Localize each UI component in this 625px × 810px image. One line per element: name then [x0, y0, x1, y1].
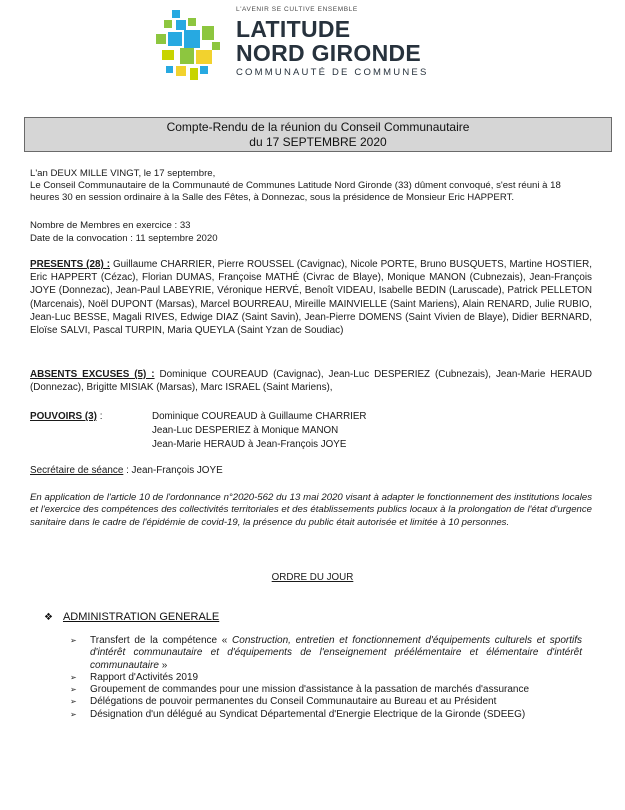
pouvoirs-label: POUVOIRS (3)	[30, 411, 97, 422]
arrow-bullet-icon: ➢	[70, 685, 77, 695]
logo-subtitle: COMMUNAUTÉ DE COMMUNES	[236, 67, 429, 78]
document-title-box	[24, 117, 612, 152]
pouvoir-line-1: Dominique COUREAUD à Guillaume CHARRIER	[152, 411, 367, 422]
secretaire-line	[30, 465, 592, 477]
convocation-date: Date de la convocation : 11 septembre 2020	[30, 233, 218, 244]
agenda-item: ➢ Désignation d'un délégué au Syndicat Départemental d'Energie Electrique de la Gironde (SDEEG)	[70, 708, 526, 720]
agenda-item: ➢ Rapport d'Activités 2019	[70, 671, 199, 683]
presents-paragraph	[30, 258, 592, 337]
intro-text: Le Conseil Communautaire de la Communauté de Communes Latitude Nord Gironde (33) dûment convoqué, s'est réuni à 18 heures 30 en session ordinaire à la Salle des Fêtes, à Donnezac, sous la présidence de Monsieur Eric HAPPERT.	[30, 180, 561, 204]
logo	[152, 6, 462, 98]
pouvoir-line-3: Jean-Marie HERAUD à Jean-François JOYE	[152, 439, 347, 450]
presents-label: PRESENTS (28) :	[30, 259, 110, 270]
intro-date: L'an DEUX MILLE VINGT, le 17 septembre,	[30, 168, 216, 179]
agenda-item: ➢ Transfert de la compétence « Construction, entretien et fonctionnement d'équipements culturels et sportifs d'intérêt communautaire et d'équipements de l'enseignement préélémentaire et élémentaire d'intérêt communautaire »	[70, 635, 582, 671]
document-title-line1: Compte-Rendu de la réunion du Conseil Communautaire	[166, 120, 470, 134]
diamond-bullet-icon: ❖	[44, 612, 53, 623]
arrow-bullet-icon: ➢	[70, 672, 77, 682]
secretaire-value: : Jean-François JOYE	[123, 465, 223, 476]
pouvoirs-colon: :	[96, 411, 103, 422]
presents-list: Guillaume CHARRIER, Pierre ROUSSEL (Cavignac), Nicole PORTE, Bruno BUSQUETS, Martine HOSTIER, Eric HAPPERT (Cézac), Florian DUMAS, Françoise MATHÉ (Civrac de Blaye), Monique MANON (Cubnezais), Jean-François JOYE (Donnezac), Jean-Paul LABEYRIE, Véronique HERVÉ, Benoît VIDEAU, Isabelle BEDIN (Laruscade), Patrick PELLETON (Marcenais), Noël DUPONT (Marsas), Marcel BOURREAU, Mireille MAINVIELLE (Saint Mariens), Alain RENARD, Julie RUBIO, Jean-Luc BESSE, Magali RIVES, Edwige DIAZ (Saint Savin), Jean-Pierre DOMENS (Saint Vivien de Blaye), Didier BERNARD, Eloïse SALVI, Pascal TURPIN, Maria QUEYLA (Saint Yzan de Soudiac)	[30, 259, 592, 337]
ordre-du-jour-heading: ORDRE DU JOUR	[271, 572, 354, 583]
secretaire-label: Secrétaire de séance	[30, 465, 124, 476]
members-count: Nombre de Membres en exercice : 33	[30, 220, 191, 231]
logo-name-line1: LATITUDE	[236, 16, 351, 42]
arrow-bullet-icon: ➢	[70, 636, 77, 645]
agenda-list	[70, 635, 582, 721]
ordonnance-paragraph: En application de l'article 10 de l'ordonnance n°2020-562 du 13 mai 2020 visant à adapter le fonctionnement des institutions locales et l'exercice des compétences des collectivités territoriales et des établissements publics locaux à la prolongation de l'état d'urgence sanitaire dans le cadre de l'épidémie de covid-19, la présence du public était autorisée et limitée à 10 personnes.	[30, 492, 592, 528]
logo-mark-icon	[152, 8, 232, 88]
section-administration-generale	[44, 611, 219, 623]
absents-paragraph	[30, 368, 592, 394]
section-title: ADMINISTRATION GENERALE	[62, 611, 220, 623]
arrow-bullet-icon: ➢	[70, 709, 77, 719]
arrow-bullet-icon: ➢	[70, 697, 77, 707]
absents-list: Dominique COUREAUD (Cavignac), Jean-Luc DESPERIEZ (Cubnezais), Jean-Marie HERAUD (Donnezac), Brigitte MISIAK (Marsas), Marc ISRAEL (Saint Mariens),	[30, 369, 592, 394]
agenda-item: ➢ Délégations de pouvoir permanentes du Conseil Communautaire au Bureau et au Président	[70, 696, 497, 708]
logo-name-line2: NORD GIRONDE	[236, 40, 422, 66]
agenda-item: ➢ Groupement de commandes pour une mission d'assistance à la passation de marchés d'assurance	[70, 684, 530, 696]
pouvoir-line-2: Jean-Luc DESPERIEZ à Monique MANON	[152, 425, 339, 436]
logo-tagline: L'AVENIR SE CULTIVE ENSEMBLE	[236, 6, 358, 13]
document-title-line2: du 17 SEPTEMBRE 2020	[249, 135, 387, 149]
absents-label: ABSENTS EXCUSES (5) :	[30, 369, 155, 380]
